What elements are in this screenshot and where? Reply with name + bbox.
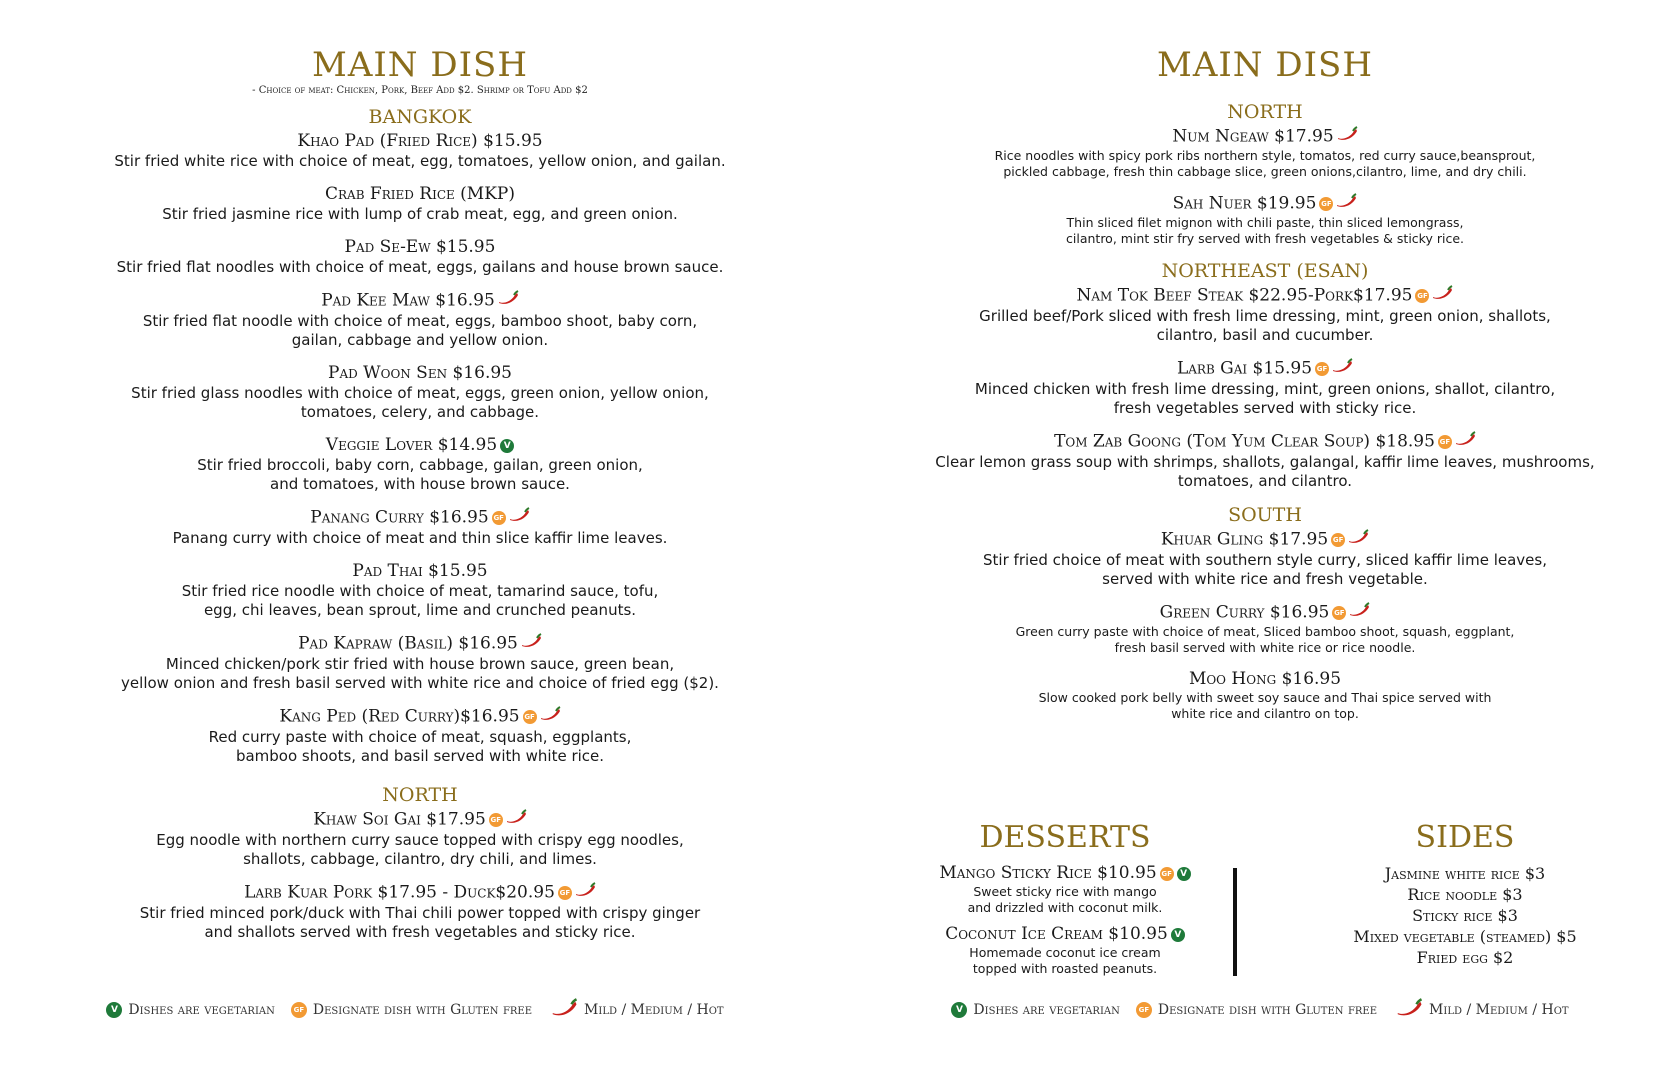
- legend-heat-label: Mild / Medium / Hot: [1429, 1002, 1569, 1018]
- chili-pepper-icon: [1347, 529, 1369, 551]
- page-title: MAIN DISH: [312, 45, 528, 85]
- northeast-list: [900, 285, 1630, 491]
- menu-item: [60, 882, 780, 942]
- dish-name: [60, 706, 780, 728]
- dish-name-text: Num Ngeaw $17.95: [1172, 126, 1334, 147]
- gluten-free-icon: GF: [558, 886, 572, 900]
- dish-name: [900, 358, 1630, 380]
- dish-description: Stir fried minced pork/duck with Thai chili power topped with crispy ginger and shallots served with fresh vegetables and sticky rice.: [139, 904, 701, 941]
- sides-title: SIDES: [1415, 820, 1515, 855]
- chili-pepper-icon: [550, 998, 578, 1022]
- meat-choice-note: - Choice of meat: Chicken, Pork, Beef Add $2. Shrimp or Tofu Add $2: [252, 85, 588, 96]
- menu-item: [900, 358, 1630, 418]
- dish-name: [900, 126, 1630, 148]
- dish-name-text: Sah Nuer $19.95: [1172, 193, 1317, 214]
- menu-item: [900, 431, 1630, 491]
- dish-name: [900, 431, 1630, 453]
- dish-name-text: Panang Curry $16.95: [310, 507, 489, 528]
- dish-name-text: Larb Gai $15.95: [1176, 358, 1313, 379]
- vegetarian-icon: V: [1177, 867, 1191, 881]
- dish-description: Stir fried choice of meat with southern style curry, sliced kaffir lime leaves, served with white rice and fresh vegetable.: [983, 551, 1547, 588]
- region-north: NORTH: [1227, 101, 1303, 123]
- dish-description: Stir fried jasmine rice with lump of crab meat, egg, and green onion.: [162, 205, 678, 223]
- gluten-free-icon: GF: [489, 813, 503, 827]
- sides-list: [1300, 863, 1630, 968]
- side-item: Sticky rice $3: [1412, 906, 1518, 925]
- region-northeast: NORTHEAST (ESAN): [1161, 260, 1369, 282]
- side-item: Mixed vegetable (steamed) $5: [1353, 927, 1577, 946]
- region-south: SOUTH: [1228, 504, 1302, 526]
- dish-name: [900, 285, 1630, 307]
- dish-name: [60, 363, 780, 384]
- menu-item: [60, 290, 780, 350]
- dessert-item: [900, 863, 1230, 916]
- dessert-name-text: Coconut Ice Cream $10.95: [945, 924, 1168, 944]
- dish-description: Red curry paste with choice of meat, squash, eggplants, bamboo shoots, and basil served with white rice.: [208, 728, 632, 765]
- dish-name-text: Pad Se-Ew $15.95: [344, 237, 496, 257]
- menu-item: [60, 184, 780, 224]
- dish-description: Thin sliced filet mignon with chili paste, thin sliced lemongrass, cilantro, mint stir fry served with fresh vegetables & sticky rice.: [1066, 215, 1464, 246]
- chili-pepper-icon: [1336, 126, 1358, 148]
- dish-name: [60, 561, 780, 582]
- desserts-title: DESSERTS: [979, 820, 1151, 855]
- desserts-sides-section: [900, 820, 1630, 985]
- dish-name: [60, 237, 780, 258]
- dish-description: Grilled beef/Pork sliced with fresh lime dressing, mint, green onion, shallots, cilantro, basil and cucumber.: [979, 307, 1551, 344]
- dessert-item: [900, 924, 1230, 977]
- menu-item: [60, 633, 780, 693]
- chili-pepper-icon: [1331, 358, 1353, 380]
- legend-vegetarian-label: Dishes are vegetarian: [973, 1002, 1120, 1018]
- dish-name-text: Tom Zab Goong (Tom Yum Clear Soup) $18.95: [1054, 431, 1435, 452]
- menu-item: [60, 706, 780, 766]
- menu-item: [900, 285, 1630, 345]
- dessert-description: Sweet sticky rice with mango and drizzled with coconut milk.: [967, 884, 1163, 915]
- dish-name: [60, 633, 780, 655]
- menu-item: [900, 602, 1630, 656]
- dish-description: Stir fried white rice with choice of meat, egg, tomatoes, yellow onion, and gailan.: [114, 152, 726, 170]
- gluten-free-icon: GF: [1438, 435, 1452, 449]
- dish-name: [60, 882, 780, 904]
- dish-name-text: Khao Pad (Fried Rice) $15.95: [297, 131, 543, 151]
- menu-item: [60, 561, 780, 620]
- page-title: MAIN DISH: [1157, 45, 1373, 85]
- dish-name: [900, 193, 1630, 215]
- dish-name-text: Green Curry $16.95: [1159, 602, 1330, 623]
- gluten-free-icon: GF: [291, 1002, 307, 1018]
- vegetarian-icon: V: [106, 1002, 122, 1018]
- menu-item: [60, 237, 780, 277]
- desserts-column: [900, 820, 1230, 985]
- dish-name: [60, 131, 780, 152]
- gluten-free-icon: GF: [1415, 289, 1429, 303]
- side-item: Jasmine white rice $3: [1384, 864, 1546, 883]
- dish-description: Stir fried flat noodle with choice of meat, eggs, bamboo shoot, baby corn, gailan, cabbage and yellow onion.: [142, 312, 698, 349]
- gluten-free-icon: GF: [523, 710, 537, 724]
- chili-pepper-icon: [1431, 285, 1453, 307]
- legend-gluten-free-label: Designate dish with Gluten free: [1157, 1002, 1378, 1018]
- dessert-name: [900, 863, 1230, 884]
- legend-gluten-free-label: Designate dish with Gluten free: [312, 1002, 533, 1018]
- vegetarian-icon: V: [951, 1002, 967, 1018]
- dessert-description: Homemade coconut ice cream topped with roasted peanuts.: [969, 945, 1161, 976]
- side-item: Fried egg $2: [1416, 948, 1514, 967]
- legend-heat-label: Mild / Medium / Hot: [584, 1002, 724, 1018]
- region-north: NORTH: [382, 784, 458, 806]
- dish-description: Panang curry with choice of meat and thin slice kaffir lime leaves.: [172, 529, 668, 547]
- dish-description: Clear lemon grass soup with shrimps, shallots, galangal, kaffir lime leaves, mushrooms, tomatoes, and cilantro.: [935, 453, 1595, 490]
- chili-pepper-icon: [497, 290, 519, 312]
- dish-name-text: Moo Hong $16.95: [1188, 669, 1342, 689]
- dish-name-text: Khuar Gling $17.95: [1160, 529, 1329, 550]
- dish-name-text: Crab Fried Rice (MKP): [325, 184, 515, 204]
- dish-description: Minced chicken with fresh lime dressing, mint, green onions, shallot, cilantro, fresh vegetables served with sticky rice.: [974, 380, 1556, 417]
- dish-description: Stir fried glass noodles with choice of meat, eggs, green onion, yellow onion, tomatoes, celery, and cabbage.: [131, 384, 709, 421]
- dessert-name-text: Mango Sticky Rice $10.95: [939, 863, 1157, 883]
- dish-description: Green curry paste with choice of meat, Sliced bamboo shoot, squash, eggplant, fresh basil served with white rice or rice noodle.: [1015, 624, 1515, 655]
- menu-item: [60, 507, 780, 548]
- north-list: [60, 809, 780, 942]
- dish-name-text: Pad Woon Sen $16.95: [328, 363, 512, 383]
- gluten-free-icon: GF: [1319, 197, 1333, 211]
- vegetarian-icon: V: [500, 439, 514, 453]
- bangkok-list: [60, 131, 780, 766]
- sides-column: [1300, 820, 1630, 985]
- dish-name-text: Pad Kee Maw $16.95: [321, 290, 495, 311]
- gluten-free-icon: GF: [1160, 867, 1174, 881]
- dish-description: Stir fried rice noodle with choice of meat, tamarind sauce, tofu, egg, chi leaves, bean sprout, lime and crunched peanuts.: [181, 582, 659, 619]
- north-list: [900, 126, 1630, 247]
- dish-name-text: Khaw Soi Gai $17.95: [313, 809, 486, 830]
- chili-pepper-icon: [505, 809, 527, 831]
- right-menu-page: [900, 0, 1630, 1080]
- dish-name-text: Nam Tok Beef Steak $22.95-Pork$17.95: [1076, 285, 1413, 306]
- dish-name-text: Pad Thai $15.95: [352, 561, 488, 581]
- menu-item: [900, 126, 1630, 180]
- gluten-free-icon: GF: [1315, 362, 1329, 376]
- legend: [900, 998, 1630, 1022]
- dish-name: [60, 290, 780, 312]
- vegetarian-icon: V: [1171, 928, 1185, 942]
- menu-item: [60, 363, 780, 422]
- dish-name-text: Larb Kuar Pork $17.95 - Duck$20.95: [244, 882, 555, 903]
- dish-name: [900, 602, 1630, 624]
- dish-name-text: Pad Kapraw (Basil) $16.95: [298, 633, 518, 654]
- chili-pepper-icon: [574, 882, 596, 904]
- dish-name: [60, 809, 780, 831]
- south-list: [900, 529, 1630, 722]
- chili-pepper-icon: [539, 706, 561, 728]
- dish-name: [60, 435, 780, 456]
- desserts-list: [900, 863, 1230, 977]
- dish-name-text: Veggie Lover $14.95: [325, 435, 498, 455]
- menu-item: [900, 669, 1630, 722]
- legend: [60, 998, 780, 1022]
- gluten-free-icon: GF: [1332, 606, 1346, 620]
- dish-name: [900, 669, 1630, 690]
- dish-description: Slow cooked pork belly with sweet soy sauce and Thai spice served with white rice and cilantro on top.: [1038, 690, 1492, 721]
- menu-item: [60, 131, 780, 171]
- chili-pepper-icon: [1454, 431, 1476, 453]
- dish-description: Egg noodle with northern curry sauce topped with crispy egg noodles, shallots, cabbage, cilantro, dry chili, and limes.: [156, 831, 684, 868]
- dish-description: Stir fried broccoli, baby corn, cabbage, gailan, green onion, and tomatoes, with house brown sauce.: [197, 456, 643, 493]
- gluten-free-icon: GF: [1331, 533, 1345, 547]
- dish-name-text: Kang Ped (Red Curry)$16.95: [279, 706, 520, 727]
- dish-description: Stir fried flat noodles with choice of meat, eggs, gailans and house brown sauce.: [116, 258, 724, 276]
- dessert-name: [900, 924, 1230, 945]
- menu-item: [900, 529, 1630, 589]
- chili-pepper-icon: [508, 507, 530, 529]
- menu-item: [60, 809, 780, 869]
- chili-pepper-icon: [520, 633, 542, 655]
- left-menu-page: [60, 0, 780, 1080]
- menu-item: [60, 435, 780, 494]
- side-item: Rice noodle $3: [1407, 885, 1523, 904]
- dish-description: Rice noodles with spicy pork ribs northern style, tomatos, red curry sauce,beansprout, pickled cabbage, fresh thin cabbage slice, green onions,cilantro, lime, and dry chili.: [994, 148, 1536, 179]
- dish-description: Minced chicken/pork stir fried with house brown sauce, green bean, yellow onion and fresh basil served with white rice and choice of fried egg ($2).: [121, 655, 719, 692]
- legend-vegetarian-label: Dishes are vegetarian: [128, 1002, 275, 1018]
- dish-name: [900, 529, 1630, 551]
- dish-name: [60, 184, 780, 205]
- menu-item: [900, 193, 1630, 247]
- dish-name: [60, 507, 780, 529]
- chili-pepper-icon: [1348, 602, 1370, 624]
- region-bangkok: BANGKOK: [368, 106, 472, 128]
- gluten-free-icon: GF: [1136, 1002, 1152, 1018]
- column-divider: [1233, 868, 1237, 976]
- chili-pepper-icon: [1395, 998, 1423, 1022]
- chili-pepper-icon: [1335, 193, 1357, 215]
- gluten-free-icon: GF: [492, 511, 506, 525]
